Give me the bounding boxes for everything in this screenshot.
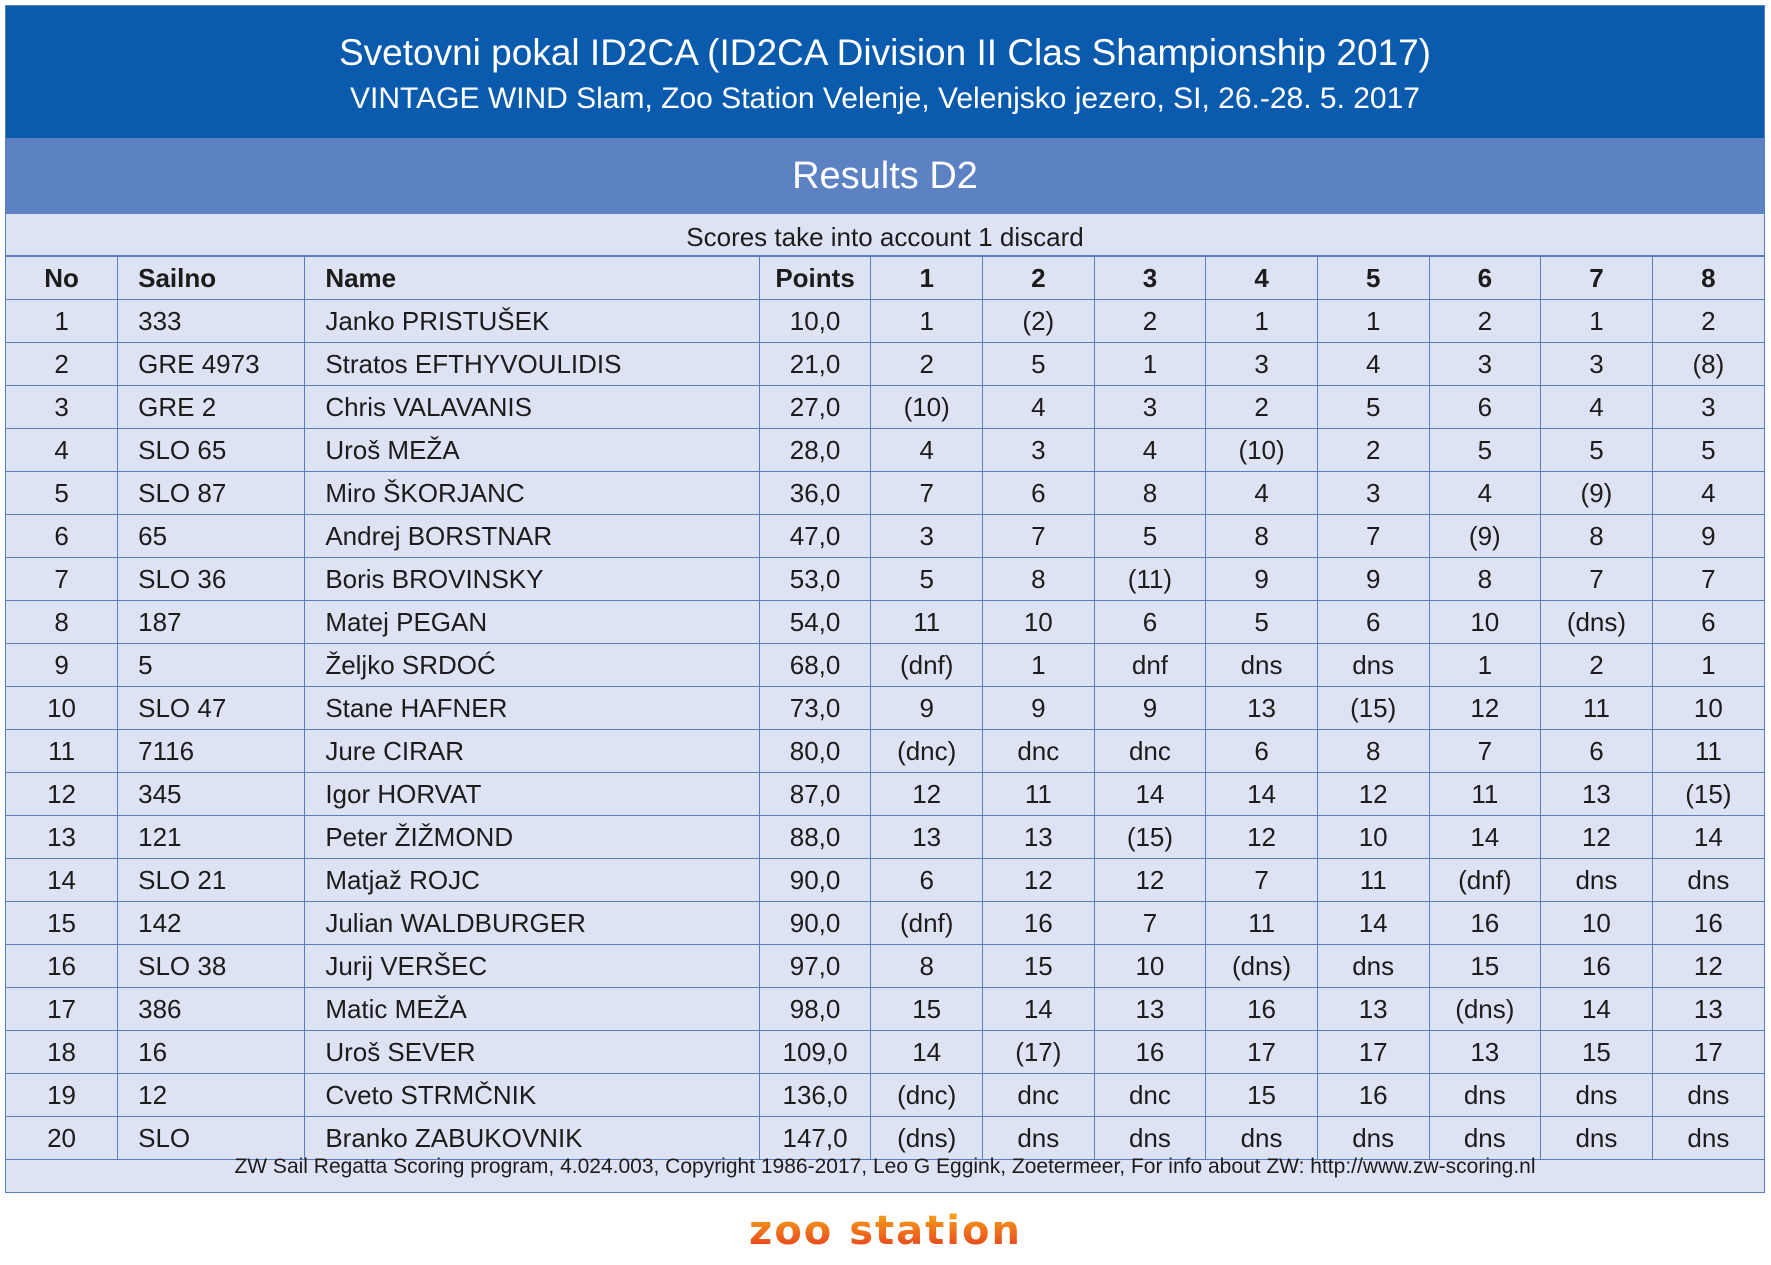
race-score-cell: 11	[1206, 902, 1318, 945]
rank-cell: 18	[6, 1031, 118, 1074]
race-score-cell: 15	[983, 945, 1095, 988]
race-score-cell: 14	[1317, 902, 1429, 945]
race-score-cell: dns	[1541, 859, 1653, 902]
points-cell: 27,0	[759, 386, 871, 429]
col-name: Name	[305, 257, 759, 300]
race-score-cell: 7	[1094, 902, 1206, 945]
name-cell: Željko SRDOĆ	[305, 644, 759, 687]
race-score-cell: 13	[871, 816, 983, 859]
race-score-cell: 11	[1317, 859, 1429, 902]
race-score-cell: 10	[1652, 687, 1764, 730]
race-score-cell: 7	[1206, 859, 1318, 902]
race-score-cell: 14	[871, 1031, 983, 1074]
points-cell: 136,0	[759, 1074, 871, 1117]
race-score-cell: 3	[1429, 343, 1541, 386]
race-score-cell: 16	[1206, 988, 1318, 1031]
race-score-cell: 13	[1652, 988, 1764, 1031]
race-score-cell: 2	[1206, 386, 1318, 429]
race-score-cell: (2)	[983, 300, 1095, 343]
race-score-cell: 2	[1652, 300, 1764, 343]
race-score-cell: 5	[1094, 515, 1206, 558]
race-score-cell: 4	[1429, 472, 1541, 515]
rank-cell: 9	[6, 644, 118, 687]
race-score-cell: 13	[1429, 1031, 1541, 1074]
race-score-cell: 5	[983, 343, 1095, 386]
race-score-cell: dnc	[1094, 1074, 1206, 1117]
race-score-cell: (11)	[1094, 558, 1206, 601]
race-score-cell: 8	[1206, 515, 1318, 558]
race-score-cell: 5	[1206, 601, 1318, 644]
race-score-cell: 17	[1206, 1031, 1318, 1074]
race-score-cell: 13	[1317, 988, 1429, 1031]
results-table-body	[6, 300, 1764, 1160]
race-score-cell: 1	[1652, 644, 1764, 687]
name-cell: Branko ZABUKOVNIK	[305, 1117, 759, 1160]
points-cell: 53,0	[759, 558, 871, 601]
race-score-cell: dns	[1094, 1117, 1206, 1160]
race-score-cell: 17	[1317, 1031, 1429, 1074]
race-score-cell: 6	[1429, 386, 1541, 429]
table-row	[6, 773, 1764, 816]
race-score-cell: 4	[1206, 472, 1318, 515]
race-score-cell: 9	[871, 687, 983, 730]
race-score-cell: 1	[1317, 300, 1429, 343]
sailno-cell: 386	[118, 988, 305, 1031]
race-score-cell: 14	[1206, 773, 1318, 816]
sailno-cell: SLO 21	[118, 859, 305, 902]
race-score-cell: (dns)	[871, 1117, 983, 1160]
race-score-cell: 8	[1429, 558, 1541, 601]
race-score-cell: 16	[1429, 902, 1541, 945]
col-race-5: 5	[1317, 257, 1429, 300]
race-score-cell: dns	[1541, 1074, 1653, 1117]
discard-note: Scores take into account 1 discard	[6, 214, 1764, 256]
name-cell: Matjaž ROJC	[305, 859, 759, 902]
race-score-cell: dns	[1652, 1117, 1764, 1160]
race-score-cell: 10	[1429, 601, 1541, 644]
race-score-cell: 10	[1541, 902, 1653, 945]
race-score-cell: (10)	[1206, 429, 1318, 472]
race-score-cell: 8	[871, 945, 983, 988]
race-score-cell: 3	[1317, 472, 1429, 515]
rank-cell: 10	[6, 687, 118, 730]
race-score-cell: 6	[1317, 601, 1429, 644]
race-score-cell: (15)	[1652, 773, 1764, 816]
rank-cell: 11	[6, 730, 118, 773]
race-score-cell: dns	[1652, 1074, 1764, 1117]
race-score-cell: 13	[1541, 773, 1653, 816]
table-row	[6, 601, 1764, 644]
table-row	[6, 859, 1764, 902]
rank-cell: 15	[6, 902, 118, 945]
table-row	[6, 1031, 1764, 1074]
points-cell: 73,0	[759, 687, 871, 730]
event-subtitle: VINTAGE WIND Slam, Zoo Station Velenje, Velenjsko jezero, SI, 26.-28. 5. 2017	[350, 82, 1420, 115]
race-score-cell: 11	[1541, 687, 1653, 730]
race-score-cell: 16	[1652, 902, 1764, 945]
race-score-cell: (dnf)	[871, 902, 983, 945]
points-cell: 28,0	[759, 429, 871, 472]
race-score-cell: 13	[983, 816, 1095, 859]
table-row	[6, 1074, 1764, 1117]
points-cell: 98,0	[759, 988, 871, 1031]
table-row	[6, 472, 1764, 515]
name-cell: Chris VALAVANIS	[305, 386, 759, 429]
race-score-cell: dnc	[983, 730, 1095, 773]
points-cell: 97,0	[759, 945, 871, 988]
name-cell: Stane HAFNER	[305, 687, 759, 730]
race-score-cell: 3	[1094, 386, 1206, 429]
race-score-cell: dnf	[1094, 644, 1206, 687]
race-score-cell: dns	[1429, 1074, 1541, 1117]
race-score-cell: 4	[1541, 386, 1653, 429]
race-score-cell: 1	[871, 300, 983, 343]
race-score-cell: 9	[1317, 558, 1429, 601]
race-score-cell: 6	[983, 472, 1095, 515]
sailno-cell: 121	[118, 816, 305, 859]
race-score-cell: 15	[1541, 1031, 1653, 1074]
name-cell: Uroš SEVER	[305, 1031, 759, 1074]
rank-cell: 6	[6, 515, 118, 558]
race-score-cell: 1	[1541, 300, 1653, 343]
sailno-cell: 16	[118, 1031, 305, 1074]
sailno-cell: SLO 65	[118, 429, 305, 472]
race-score-cell: 5	[1652, 429, 1764, 472]
race-score-cell: 3	[1206, 343, 1318, 386]
points-cell: 68,0	[759, 644, 871, 687]
race-score-cell: dns	[1317, 945, 1429, 988]
race-score-cell: (8)	[1652, 343, 1764, 386]
race-score-cell: dnc	[1094, 730, 1206, 773]
race-score-cell: (dnf)	[871, 644, 983, 687]
race-score-cell: 6	[1541, 730, 1653, 773]
race-score-cell: (dns)	[1541, 601, 1653, 644]
race-score-cell: 2	[1094, 300, 1206, 343]
race-score-cell: 15	[871, 988, 983, 1031]
table-row	[6, 945, 1764, 988]
results-title: Results D2	[6, 138, 1764, 214]
name-cell: Stratos EFTHYVOULIDIS	[305, 343, 759, 386]
table-row	[6, 902, 1764, 945]
table-row	[6, 386, 1764, 429]
race-score-cell: 12	[1429, 687, 1541, 730]
points-cell: 109,0	[759, 1031, 871, 1074]
rank-cell: 12	[6, 773, 118, 816]
race-score-cell: dns	[983, 1117, 1095, 1160]
rank-cell: 16	[6, 945, 118, 988]
race-score-cell: 15	[1206, 1074, 1318, 1117]
points-cell: 90,0	[759, 859, 871, 902]
results-table	[6, 256, 1764, 1160]
sailno-cell: GRE 4973	[118, 343, 305, 386]
points-cell: 47,0	[759, 515, 871, 558]
race-score-cell: (17)	[983, 1031, 1095, 1074]
points-cell: 147,0	[759, 1117, 871, 1160]
race-score-cell: 4	[1094, 429, 1206, 472]
race-score-cell: (15)	[1317, 687, 1429, 730]
rank-cell: 8	[6, 601, 118, 644]
race-score-cell: 12	[983, 859, 1095, 902]
sailno-cell: GRE 2	[118, 386, 305, 429]
race-score-cell: 4	[1652, 472, 1764, 515]
table-row	[6, 988, 1764, 1031]
race-score-cell: 16	[1317, 1074, 1429, 1117]
race-score-cell: 8	[1541, 515, 1653, 558]
rank-cell: 2	[6, 343, 118, 386]
race-score-cell: 2	[871, 343, 983, 386]
points-cell: 21,0	[759, 343, 871, 386]
race-score-cell: dns	[1317, 644, 1429, 687]
points-cell: 36,0	[759, 472, 871, 515]
race-score-cell: 10	[1317, 816, 1429, 859]
footer-credits: ZW Sail Regatta Scoring program, 4.024.003, Copyright 1986-2017, Leo G Eggink, Zoetermeer, For info about ZW: http://www.zw-scoring.nl	[234, 1155, 1536, 1178]
race-score-cell: 6	[1206, 730, 1318, 773]
table-row	[6, 644, 1764, 687]
race-score-cell: (dnf)	[1429, 859, 1541, 902]
name-cell: Andrej BORSTNAR	[305, 515, 759, 558]
race-score-cell: 7	[871, 472, 983, 515]
race-score-cell: 13	[1206, 687, 1318, 730]
race-score-cell: (dns)	[1429, 988, 1541, 1031]
race-score-cell: (dns)	[1206, 945, 1318, 988]
race-score-cell: 7	[1541, 558, 1653, 601]
table-row	[6, 429, 1764, 472]
table-row	[6, 300, 1764, 343]
race-score-cell: 8	[983, 558, 1095, 601]
race-score-cell: dnc	[983, 1074, 1095, 1117]
race-score-cell: 5	[1541, 429, 1653, 472]
race-score-cell: 6	[1094, 601, 1206, 644]
sailno-cell: 142	[118, 902, 305, 945]
race-score-cell: (10)	[871, 386, 983, 429]
name-cell: Uroš MEŽA	[305, 429, 759, 472]
race-score-cell: 2	[1429, 300, 1541, 343]
points-cell: 80,0	[759, 730, 871, 773]
name-cell: Miro ŠKORJANC	[305, 472, 759, 515]
race-score-cell: dns	[1317, 1117, 1429, 1160]
table-row	[6, 816, 1764, 859]
race-score-cell: 16	[1094, 1031, 1206, 1074]
name-cell: Peter ŽIŽMOND	[305, 816, 759, 859]
race-score-cell: 5	[1429, 429, 1541, 472]
race-score-cell: dns	[1652, 859, 1764, 902]
name-cell: Cveto STRMČNIK	[305, 1074, 759, 1117]
points-cell: 90,0	[759, 902, 871, 945]
race-score-cell: (dnc)	[871, 730, 983, 773]
race-score-cell: 3	[983, 429, 1095, 472]
rank-cell: 17	[6, 988, 118, 1031]
race-score-cell: 8	[1094, 472, 1206, 515]
sailno-cell: 12	[118, 1074, 305, 1117]
col-no: No	[6, 257, 118, 300]
results-table-head	[6, 257, 1764, 300]
race-score-cell: 1	[1429, 644, 1541, 687]
race-score-cell: 2	[1541, 644, 1653, 687]
name-cell: Boris BROVINSKY	[305, 558, 759, 601]
race-score-cell: dns	[1541, 1117, 1653, 1160]
table-row	[6, 343, 1764, 386]
race-score-cell: 12	[871, 773, 983, 816]
col-race-3: 3	[1094, 257, 1206, 300]
name-cell: Matic MEŽA	[305, 988, 759, 1031]
rank-cell: 20	[6, 1117, 118, 1160]
sailno-cell: SLO 87	[118, 472, 305, 515]
name-cell: Jure CIRAR	[305, 730, 759, 773]
name-cell: Matej PEGAN	[305, 601, 759, 644]
race-score-cell: 11	[1652, 730, 1764, 773]
col-race-2: 2	[983, 257, 1095, 300]
race-score-cell: 7	[1652, 558, 1764, 601]
race-score-cell: 3	[1541, 343, 1653, 386]
sailno-cell: 345	[118, 773, 305, 816]
race-score-cell: 5	[871, 558, 983, 601]
rank-cell: 3	[6, 386, 118, 429]
col-race-1: 1	[871, 257, 983, 300]
points-cell: 87,0	[759, 773, 871, 816]
race-score-cell: 12	[1652, 945, 1764, 988]
col-race-7: 7	[1541, 257, 1653, 300]
table-row	[6, 730, 1764, 773]
race-score-cell: 4	[871, 429, 983, 472]
race-score-cell: 12	[1206, 816, 1318, 859]
race-score-cell: 4	[1317, 343, 1429, 386]
rank-cell: 4	[6, 429, 118, 472]
points-cell: 88,0	[759, 816, 871, 859]
race-score-cell: 6	[1652, 601, 1764, 644]
table-row	[6, 687, 1764, 730]
zoo-station-logo	[0, 1206, 1771, 1256]
rank-cell: 14	[6, 859, 118, 902]
race-score-cell: 16	[1541, 945, 1653, 988]
col-race-6: 6	[1429, 257, 1541, 300]
col-race-4: 4	[1206, 257, 1318, 300]
race-score-cell: dns	[1206, 644, 1318, 687]
race-score-cell: 13	[1094, 988, 1206, 1031]
race-score-cell: 9	[1652, 515, 1764, 558]
race-score-cell: 4	[983, 386, 1095, 429]
race-score-cell: dns	[1429, 1117, 1541, 1160]
results-sheet	[5, 5, 1765, 1193]
rank-cell: 1	[6, 300, 118, 343]
race-score-cell: 14	[983, 988, 1095, 1031]
race-score-cell: 17	[1652, 1031, 1764, 1074]
rank-cell: 13	[6, 816, 118, 859]
table-row	[6, 558, 1764, 601]
race-score-cell: 1	[1094, 343, 1206, 386]
sailno-cell: SLO 36	[118, 558, 305, 601]
sailno-cell: 7116	[118, 730, 305, 773]
race-score-cell: (9)	[1541, 472, 1653, 515]
name-cell: Jurij VERŠEC	[305, 945, 759, 988]
race-score-cell: 2	[1317, 429, 1429, 472]
race-score-cell: 5	[1317, 386, 1429, 429]
points-cell: 10,0	[759, 300, 871, 343]
race-score-cell: 9	[1094, 687, 1206, 730]
race-score-cell: 11	[983, 773, 1095, 816]
col-points: Points	[759, 257, 871, 300]
race-score-cell: 11	[1429, 773, 1541, 816]
race-score-cell: 14	[1094, 773, 1206, 816]
logo-text: zoo station	[749, 1208, 1022, 1254]
col-race-8: 8	[1652, 257, 1764, 300]
sailno-cell: SLO 47	[118, 687, 305, 730]
race-score-cell: 7	[983, 515, 1095, 558]
header-row	[6, 257, 1764, 300]
rank-cell: 7	[6, 558, 118, 601]
race-score-cell: 12	[1094, 859, 1206, 902]
race-score-cell: 16	[983, 902, 1095, 945]
name-cell: Julian WALDBURGER	[305, 902, 759, 945]
race-score-cell: 14	[1429, 816, 1541, 859]
race-score-cell: 11	[871, 601, 983, 644]
race-score-cell: 1	[983, 644, 1095, 687]
sailno-cell: SLO 38	[118, 945, 305, 988]
race-score-cell: 9	[1206, 558, 1318, 601]
event-title: Svetovni pokal ID2CA (ID2CA Division II Clas Shampionship 2017)	[338, 32, 1432, 73]
race-score-cell: 3	[871, 515, 983, 558]
race-score-cell: (15)	[1094, 816, 1206, 859]
name-cell: Igor HORVAT	[305, 773, 759, 816]
header-banner	[6, 6, 1764, 138]
race-score-cell: 14	[1541, 988, 1653, 1031]
race-score-cell: 6	[871, 859, 983, 902]
col-sailno: Sailno	[118, 257, 305, 300]
points-cell: 54,0	[759, 601, 871, 644]
rank-cell: 19	[6, 1074, 118, 1117]
race-score-cell: 8	[1317, 730, 1429, 773]
rank-cell: 5	[6, 472, 118, 515]
race-score-cell: 12	[1541, 816, 1653, 859]
race-score-cell: dns	[1206, 1117, 1318, 1160]
race-score-cell: 10	[1094, 945, 1206, 988]
sailno-cell: 65	[118, 515, 305, 558]
race-score-cell: 3	[1652, 386, 1764, 429]
race-score-cell: 10	[983, 601, 1095, 644]
race-score-cell: (9)	[1429, 515, 1541, 558]
race-score-cell: 14	[1652, 816, 1764, 859]
race-score-cell: 9	[983, 687, 1095, 730]
race-score-cell: (dnc)	[871, 1074, 983, 1117]
sailno-cell: 5	[118, 644, 305, 687]
sailno-cell: SLO	[118, 1117, 305, 1160]
race-score-cell: 7	[1429, 730, 1541, 773]
sailno-cell: 333	[118, 300, 305, 343]
race-score-cell: 7	[1317, 515, 1429, 558]
race-score-cell: 1	[1206, 300, 1318, 343]
race-score-cell: 12	[1317, 773, 1429, 816]
table-row	[6, 515, 1764, 558]
race-score-cell: 15	[1429, 945, 1541, 988]
name-cell: Janko PRISTUŠEK	[305, 300, 759, 343]
sailno-cell: 187	[118, 601, 305, 644]
